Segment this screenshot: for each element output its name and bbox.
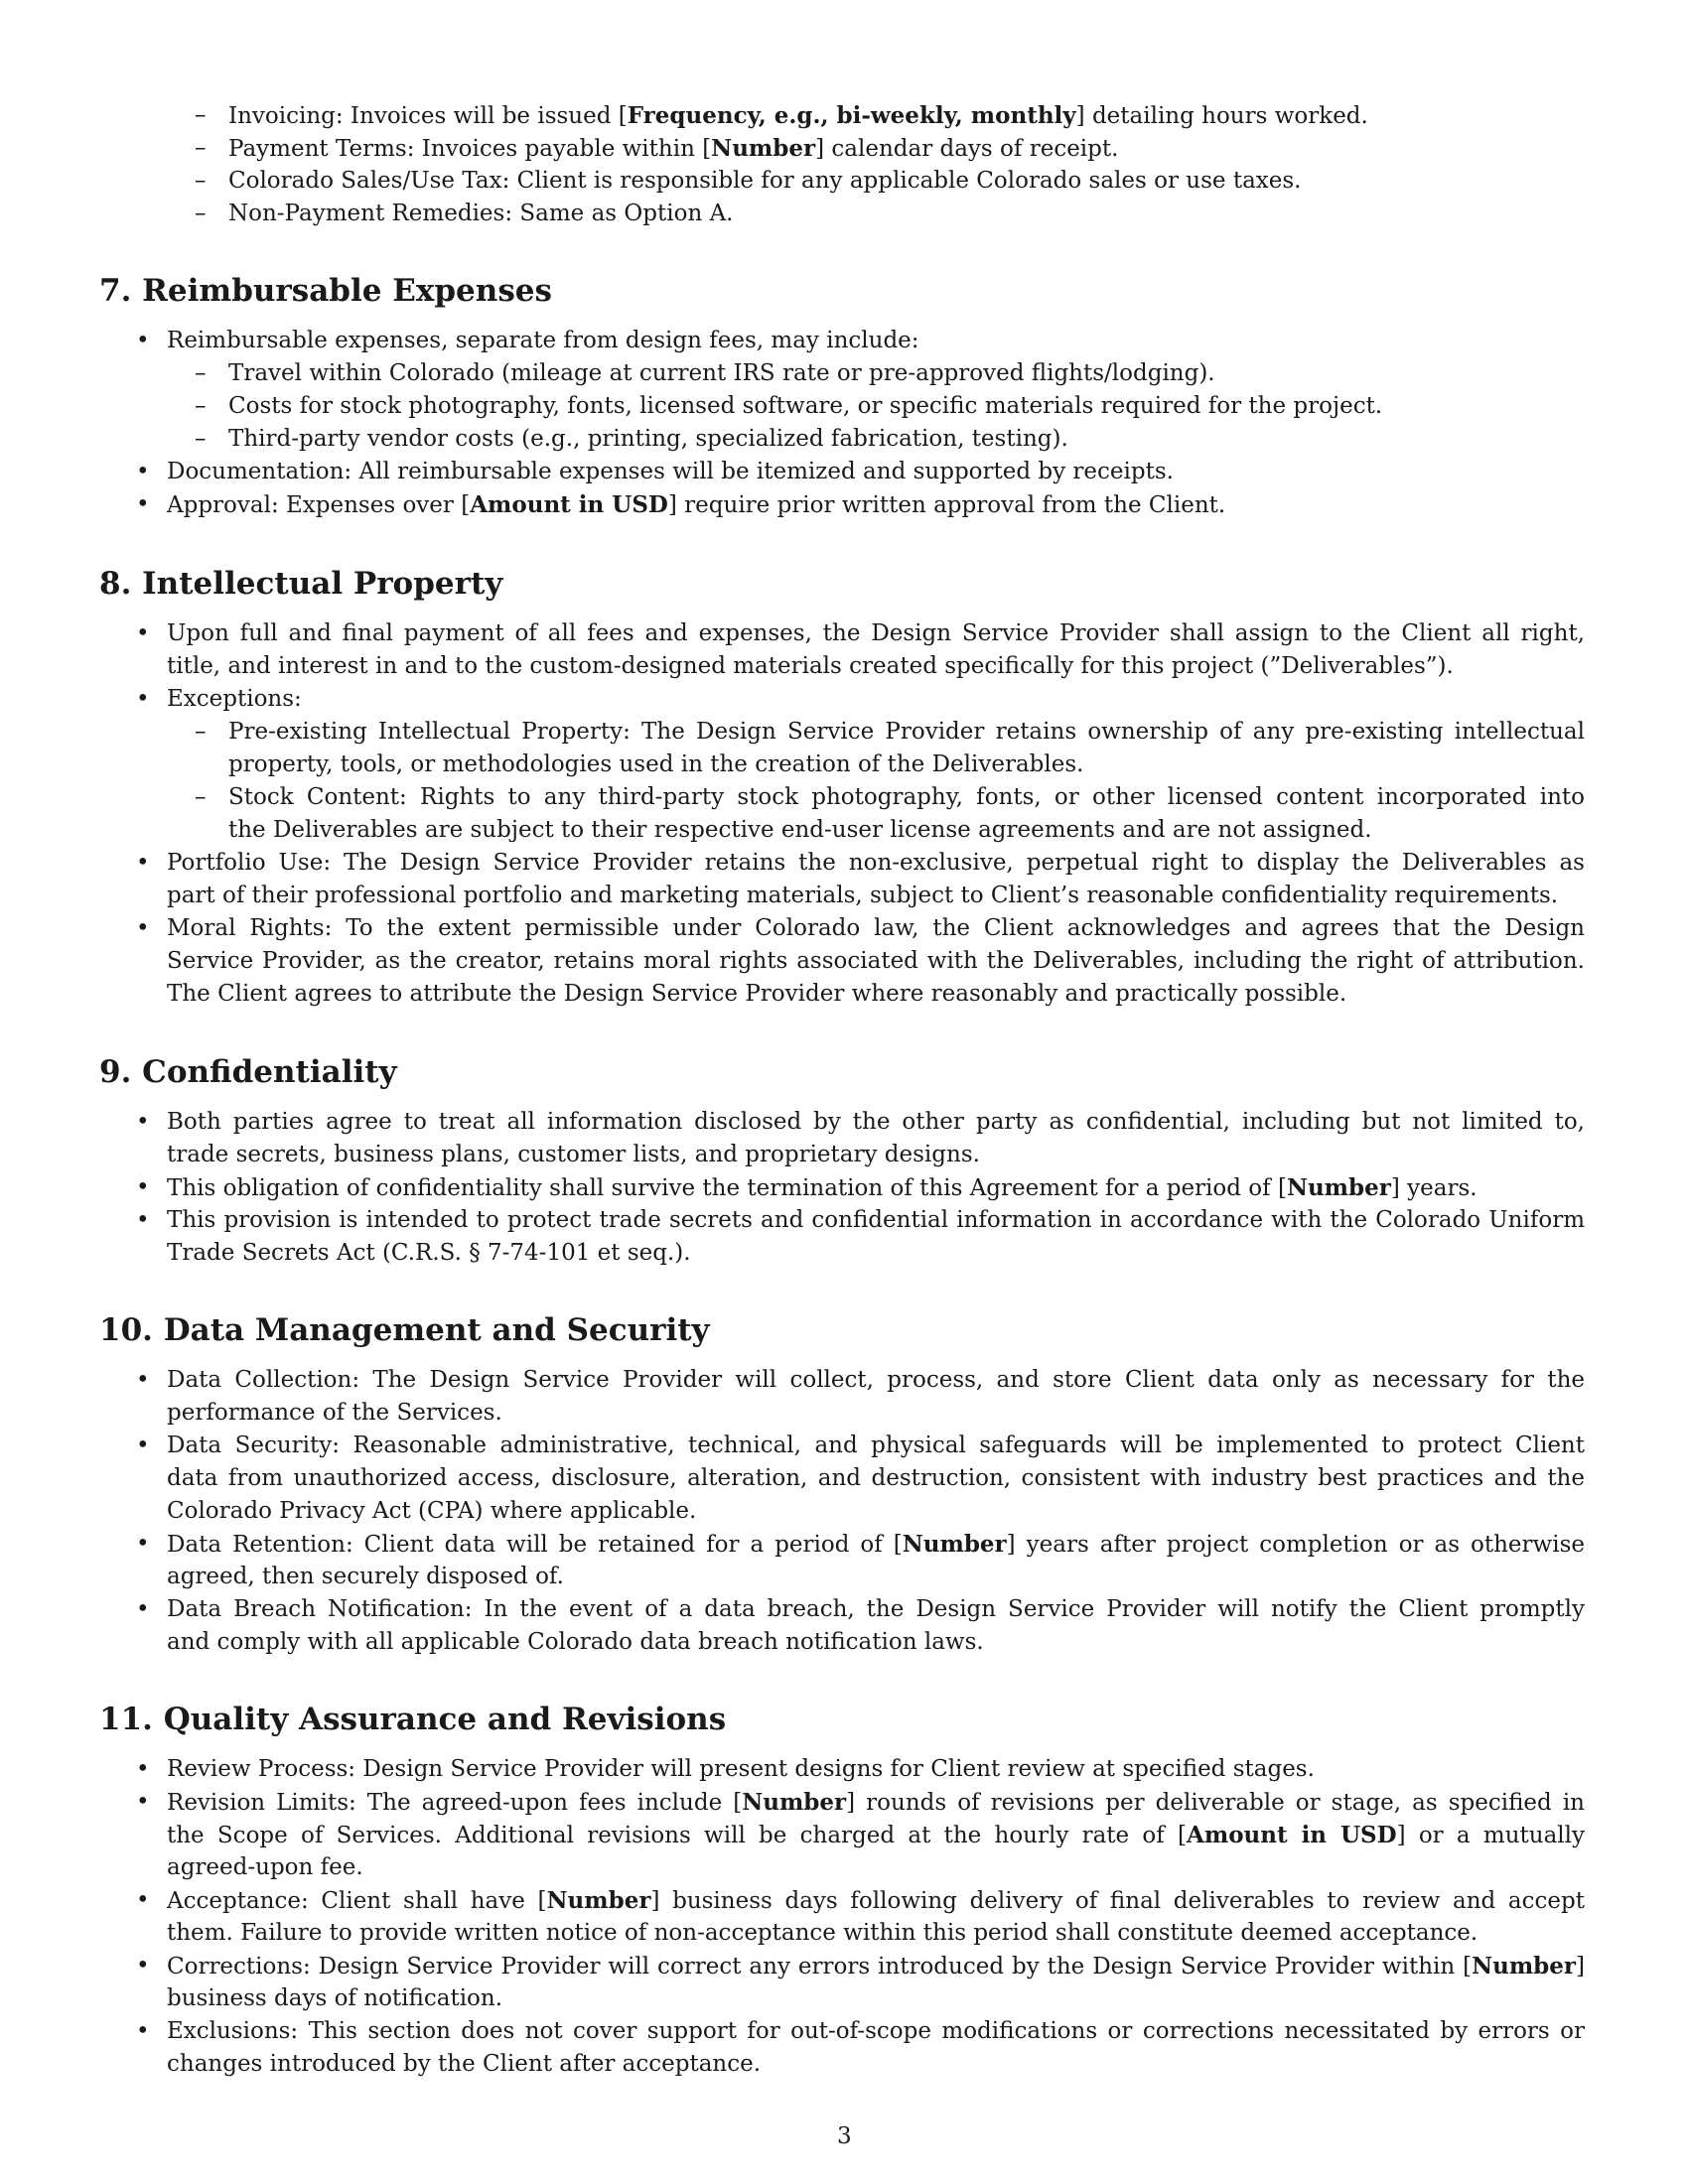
list-item-line: trade secrets, business plans, customer lists, and proprietary designs. [167, 1142, 980, 1167]
bullet-marker: • [136, 620, 150, 646]
list-item-line: Portfolio Use: The Design Service Provider retains the non-exclusive, perpetual right to display the Deliverables as [167, 850, 1585, 876]
bullet-marker: • [136, 850, 150, 876]
bullet-marker: • [136, 686, 150, 712]
bullet-marker: • [136, 915, 150, 941]
placeholder-field: Number [1472, 1953, 1577, 1979]
list-item-line: changes introduced by the Client after acceptance. [167, 2051, 762, 2077]
list-item-line: Reimbursable expenses, separate from design fees, may include: [167, 328, 919, 353]
dash-marker: – [195, 360, 207, 386]
list-item-line: and comply with all applicable Colorado data breach notification laws. [167, 1629, 984, 1655]
dash-marker: – [195, 426, 207, 452]
sub-list-item-line: Colorado Sales/Use Tax: Client is responsible for any applicable Colorado sales or use taxes. [228, 168, 1302, 194]
sub-list-item-line: Pre-existing Intellectual Property: The Design Service Provider retains ownership of any pre-existing intellectual [228, 719, 1585, 745]
list-item-line: Upon full and final payment of all fees and expenses, the Design Service Provider shall assign to the Client all right, [167, 620, 1585, 646]
list-item-line: data from unauthorized access, disclosure, alteration, and destruction, consistent with industry best practices and the [167, 1465, 1585, 1491]
bullet-marker: • [136, 1109, 150, 1135]
list-item-line: Trade Secrets Act (C.R.S. § 7-74-101 et seq.). [167, 1240, 691, 1266]
list-item-line: Moral Rights: To the extent permissible under Colorado law, the Client acknowledges and agrees that the Design [167, 915, 1585, 941]
bullet-marker: • [136, 1887, 150, 1913]
bullet-marker: • [136, 1789, 150, 1815]
bullet-marker: • [136, 1174, 150, 1200]
bullet-marker: • [136, 328, 150, 353]
sub-list-item-line: Stock Content: Rights to any third-party stock photography, fonts, or other licensed content incorporated into [228, 784, 1585, 810]
dash-marker: – [195, 719, 207, 745]
placeholder-field: Number [546, 1887, 651, 1914]
placeholder-field: Amount in USD [1187, 1822, 1397, 1848]
list-item-line: Approval: Expenses over [Amount in USD] require prior written approval from the Client. [167, 491, 1226, 518]
list-item-line: Exceptions: [167, 686, 302, 712]
sub-list-item-line: Third-party vendor costs (e.g., printing, specialized fabrication, testing). [228, 426, 1068, 452]
list-item-line: Data Retention: Client data will be retained for a period of [Number] years after project completion or as otherwise [167, 1531, 1585, 1558]
bullet-marker: • [136, 1433, 150, 1458]
sub-list-item-line: Invoicing: Invoices will be issued [Frequency, e.g., bi-weekly, monthly] detailing hours worked. [228, 102, 1368, 129]
section-heading: 7. Reimbursable Expenses [99, 273, 552, 309]
list-item-line: Exclusions: This section does not cover support for out-of-scope modifications or corrections necessitated by errors or [167, 2018, 1585, 2044]
placeholder-field: Number [742, 1789, 847, 1816]
sub-list-item-line: property, tools, or methodologies used in the creation of the Deliverables. [228, 751, 1084, 777]
list-item-line: Corrections: Design Service Provider will correct any errors introduced by the Design Service Provider within [Number] [167, 1953, 1585, 1979]
bullet-marker: • [136, 1953, 150, 1979]
sub-list-item-line: Costs for stock photography, fonts, licensed software, or specific materials required for the project. [228, 393, 1383, 419]
bullet-marker: • [136, 1207, 150, 1233]
bullet-marker: • [136, 491, 150, 517]
bullet-marker: • [136, 1756, 150, 1782]
bullet-marker: • [136, 1596, 150, 1622]
placeholder-field: Frequency, e.g., bi-weekly, monthly [627, 102, 1076, 129]
section-heading: 10. Data Management and Security [99, 1312, 710, 1348]
list-item-line: Data Security: Reasonable administrative, technical, and physical safeguards will be implemented to protect Client [167, 1433, 1585, 1458]
sub-list-item-line: the Deliverables are subject to their respective end-user license agreements and are not assigned. [228, 817, 1372, 843]
list-item-line: Colorado Privacy Act (CPA) where applicable. [167, 1498, 697, 1524]
list-item-line: Documentation: All reimbursable expenses will be itemized and supported by receipts. [167, 459, 1174, 484]
list-item-line: part of their professional portfolio and marketing materials, subject to Client’s reasonable confidentiality requirements. [167, 883, 1559, 908]
sub-list-item-line: Non-Payment Remedies: Same as Option A. [228, 201, 734, 226]
dash-marker: – [195, 393, 207, 419]
list-item-line: Data Collection: The Design Service Provider will collect, process, and store Client data only as necessary for the [167, 1367, 1585, 1393]
bullet-marker: • [136, 1531, 150, 1557]
list-item-line: the Scope of Services. Additional revisions will be charged at the hourly rate of [Amount in USD] or a mutually [167, 1822, 1585, 1848]
dash-marker: – [195, 135, 207, 161]
dash-marker: – [195, 102, 207, 128]
list-item-line: them. Failure to provide written notice of non-acceptance within this period shall constitute deemed acceptance. [167, 1920, 1478, 1946]
list-item-line: This provision is intended to protect trade secrets and confidential information in accordance with the Colorado Uniform [167, 1207, 1585, 1233]
dash-marker: – [195, 784, 207, 810]
dash-marker: – [195, 168, 207, 194]
sub-list-item-line: Payment Terms: Invoices payable within [Number] calendar days of receipt. [228, 135, 1119, 162]
list-item-line: Revision Limits: The agreed-upon fees include [Number] rounds of revisions per deliverable or stage, as specified in [167, 1789, 1585, 1816]
list-item-line: The Client agrees to attribute the Design Service Provider where reasonably and practically possible. [167, 981, 1347, 1007]
bullet-marker: • [136, 1367, 150, 1393]
list-item-line: Service Provider, as the creator, retains moral rights associated with the Deliverables, including the right of attribution. [167, 948, 1585, 974]
list-item-line: agreed-upon fee. [167, 1854, 363, 1880]
section-heading: 9. Confidentiality [99, 1054, 397, 1090]
list-item-line: performance of the Services. [167, 1400, 502, 1426]
placeholder-field: Number [902, 1531, 1007, 1558]
dash-marker: – [195, 201, 207, 226]
bullet-marker: • [136, 2018, 150, 2044]
list-item-line: agreed, then securely disposed of. [167, 1564, 564, 1589]
list-item-line: business days of notification. [167, 1985, 503, 2011]
section-heading: 8. Intellectual Property [99, 566, 503, 602]
placeholder-field: Number [1286, 1174, 1391, 1201]
bullet-marker: • [136, 459, 150, 484]
list-item-line: Review Process: Design Service Provider will present designs for Client review at specified stages. [167, 1756, 1315, 1782]
sub-list-item-line: Travel within Colorado (mileage at current IRS rate or pre-approved flights/lodging). [228, 360, 1215, 386]
list-item-line: Both parties agree to treat all information disclosed by the other party as confidential, including but not limited to, [167, 1109, 1585, 1135]
list-item-line: title, and interest in and to the custom-designed materials created specifically for this project (”Deliverables”). [167, 653, 1454, 679]
placeholder-field: Number [711, 135, 816, 162]
section-heading: 11. Quality Assurance and Revisions [99, 1702, 727, 1737]
list-item-line: Data Breach Notification: In the event of a data breach, the Design Service Provider will notify the Client promptly [167, 1596, 1585, 1622]
list-item-line: This obligation of confidentiality shall survive the termination of this Agreement for a period of [Number] years. [167, 1174, 1477, 1201]
placeholder-field: Amount in USD [470, 491, 668, 518]
list-item-line: Acceptance: Client shall have [Number] business days following delivery of final deliverables to review and accept [167, 1887, 1585, 1914]
page-number: 3 [837, 2123, 852, 2149]
